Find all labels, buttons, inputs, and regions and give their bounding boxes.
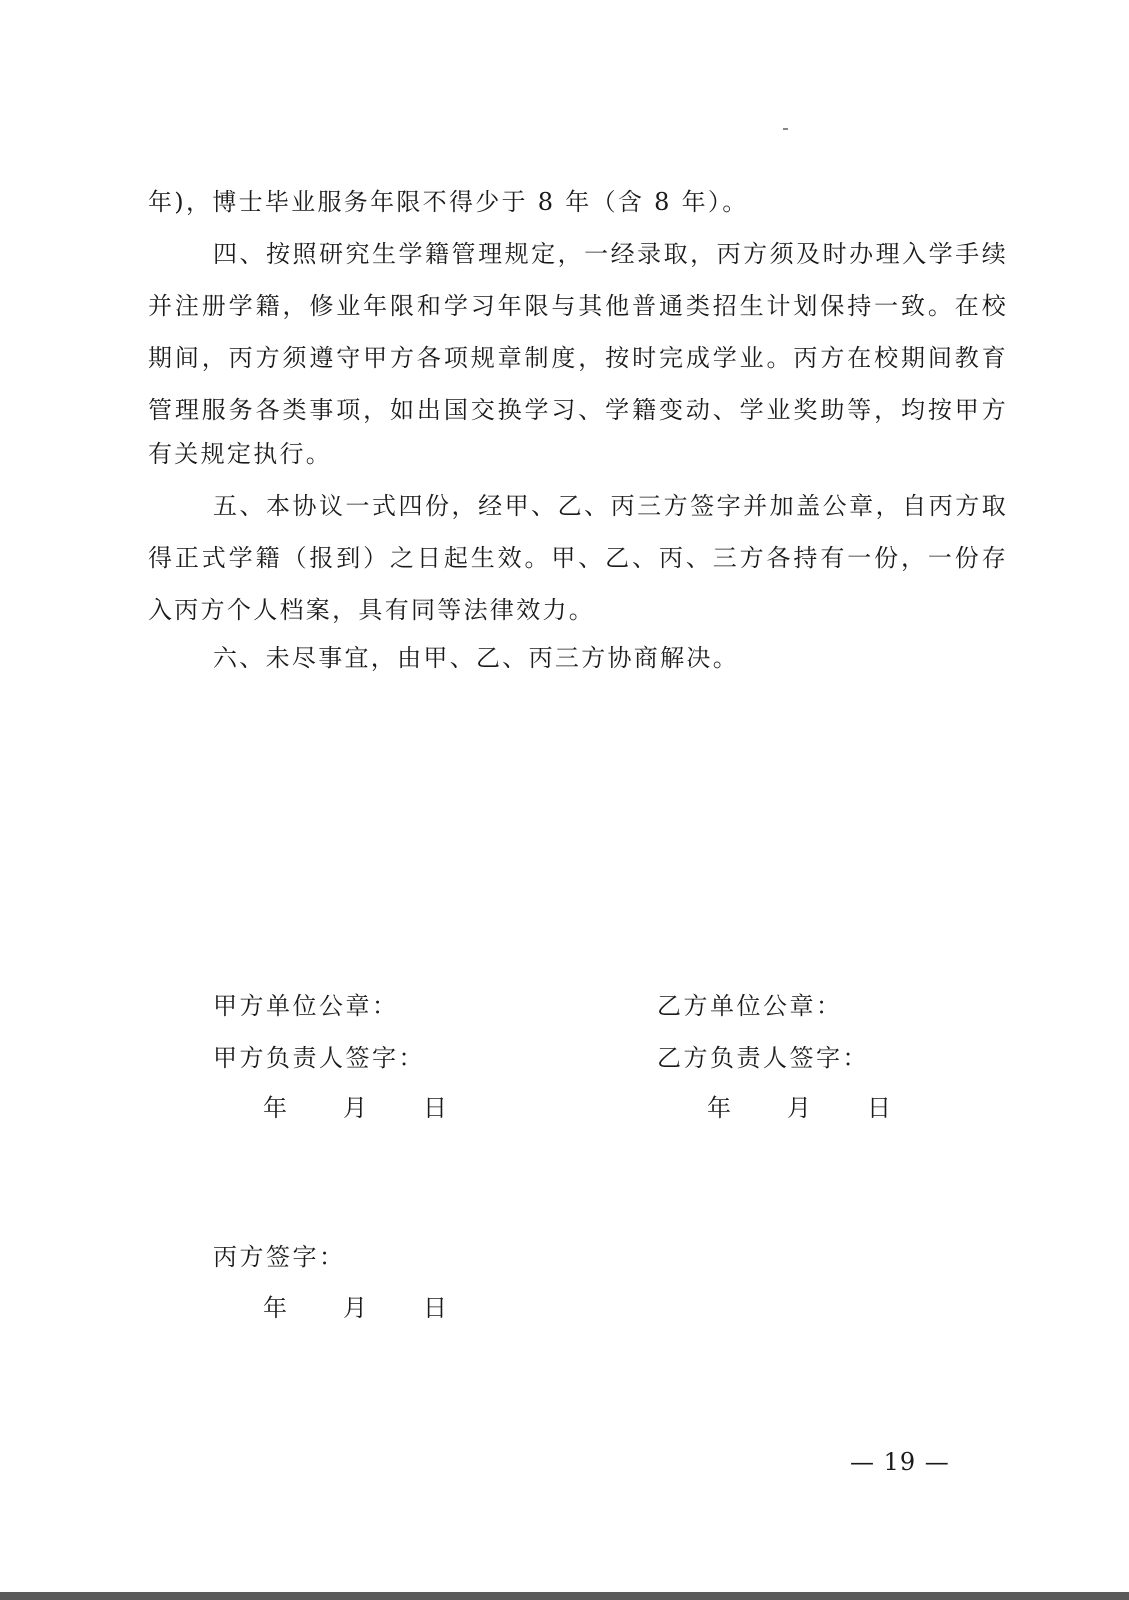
party-b-date (657, 1092, 917, 1124)
body-line-1: 年)，博士毕业服务年限不得少于 8 年（含 8 年）。 (148, 188, 749, 216)
party-b-seal-label: 乙方单位公章： (657, 992, 843, 1020)
page-number: — 19 — (850, 1448, 950, 1476)
party-a-date-year: 年 (263, 1094, 287, 1122)
clause-5-line-3: 入丙方个人档案，具有同等法律效力。 (148, 596, 596, 624)
party-a-date-day: 日 (423, 1094, 447, 1122)
clause-6-line-1: 六、未尽事宜，由甲、乙、丙三方协商解决。 (213, 644, 739, 672)
clause-4-line-1: 四、按照研究生学籍管理规定，一经录取，丙方须及时办理入学手续 (213, 240, 1008, 268)
party-c-date (213, 1292, 473, 1324)
scan-edge (0, 1592, 1129, 1600)
party-b-signer-label: 乙方负责人签字： (657, 1044, 869, 1072)
scan-speck (783, 128, 788, 130)
party-c-signer-label: 丙方签字： (213, 1243, 346, 1271)
clause-5-line-2: 得正式学籍（报到）之日起生效。甲、乙、丙、三方各持有一份，一份存 (148, 544, 1008, 572)
clause-5-line-1: 五、本协议一式四份，经甲、乙、丙三方签字并加盖公章，自丙方取 (213, 492, 1008, 520)
party-b-date-month: 月 (787, 1094, 811, 1122)
party-a-seal-label: 甲方单位公章： (213, 992, 399, 1020)
party-a-signer-label: 甲方负责人签字： (213, 1044, 425, 1072)
clause-4-line-4: 管理服务各类事项，如出国交换学习、学籍变动、学业奖助等，均按甲方 (148, 396, 1008, 424)
clause-4-line-5: 有关规定执行。 (148, 440, 333, 468)
party-c-date-day: 日 (423, 1294, 447, 1322)
clause-4-line-3: 期间，丙方须遵守甲方各项规章制度，按时完成学业。丙方在校期间教育 (148, 344, 1008, 372)
party-b-date-year: 年 (707, 1094, 731, 1122)
party-a-date-month: 月 (343, 1094, 367, 1122)
clause-4-line-2: 并注册学籍，修业年限和学习年限与其他普通类招生计划保持一致。在校 (148, 292, 1008, 320)
party-a-date (213, 1092, 473, 1124)
party-c-date-year: 年 (263, 1294, 287, 1322)
party-b-date-day: 日 (867, 1094, 891, 1122)
party-c-date-month: 月 (343, 1294, 367, 1322)
